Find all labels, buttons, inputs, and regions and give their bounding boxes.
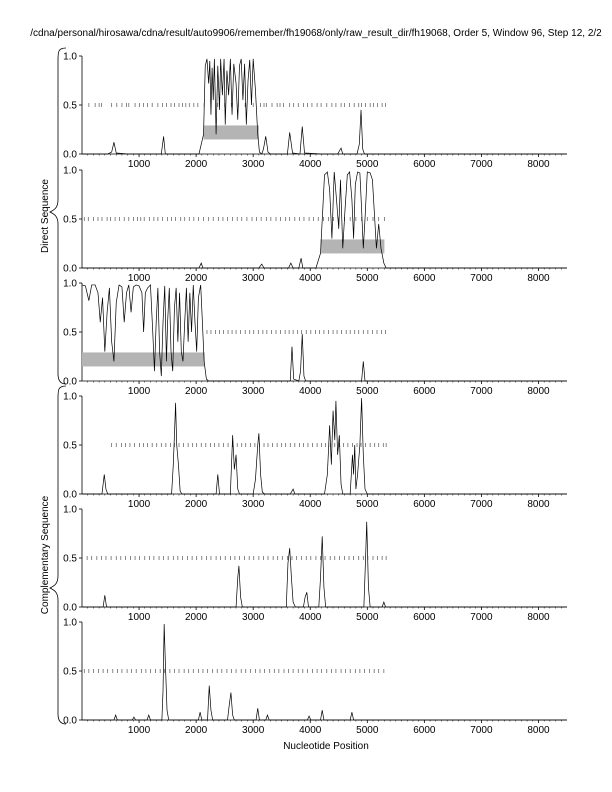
y-tick-label: 0.0: [63, 149, 77, 161]
x-tick-label: 7000: [470, 612, 493, 623]
chart-panel: [63, 52, 567, 171]
x-tick-label: 5000: [356, 159, 379, 170]
x-tick-label: 6000: [413, 273, 436, 284]
y-tick-label: 1.0: [63, 278, 77, 290]
score-line: [82, 59, 567, 154]
y-tick-label: 0.0: [63, 376, 77, 388]
complementary-sequence-label: Complementary Sequence: [40, 495, 51, 615]
x-tick-label: 1000: [127, 499, 151, 510]
x-tick-label: 6000: [413, 386, 436, 397]
x-tick-label: 2000: [184, 159, 208, 170]
y-tick-label: 1.0: [63, 51, 77, 63]
chart-panel: [63, 166, 567, 285]
x-tick-label: 8000: [527, 612, 550, 623]
x-tick-label: 4000: [299, 725, 322, 736]
x-tick-label: 3000: [242, 386, 265, 397]
x-tick-label: 4000: [299, 273, 322, 284]
x-tick-label: 5000: [356, 725, 379, 736]
x-tick-label: 1000: [127, 386, 151, 397]
x-tick-label: 6000: [413, 612, 436, 623]
x-tick-label: 6000: [413, 159, 436, 170]
x-tick-label: 6000: [413, 499, 436, 510]
x-tick-label: 1000: [127, 612, 151, 623]
x-tick-label: 5000: [356, 499, 379, 510]
y-tick-label: 0.5: [63, 440, 77, 452]
score-line: [82, 285, 567, 381]
y-tick-label: 0.5: [63, 553, 77, 565]
x-axis-label: Nucleotide Position: [283, 741, 369, 752]
x-tick-label: 2000: [184, 725, 208, 736]
x-tick-label: 5000: [356, 612, 379, 623]
highlight-bar: [204, 125, 259, 139]
x-tick-label: 1000: [127, 725, 151, 736]
chart-panel: [63, 392, 567, 511]
x-tick-label: 8000: [527, 386, 550, 397]
y-tick-label: 1.0: [63, 617, 77, 629]
y-tick-label: 0.5: [63, 214, 77, 226]
complementary-sequence-group: [40, 386, 66, 724]
highlight-bar: [82, 352, 205, 366]
x-tick-label: 8000: [527, 499, 550, 510]
x-tick-label: 3000: [242, 273, 265, 284]
x-tick-label: 8000: [527, 159, 550, 170]
chart-panel: [63, 505, 567, 624]
x-tick-label: 7000: [470, 273, 493, 284]
direct-sequence-label: Direct Sequence: [40, 179, 51, 253]
x-tick-label: 3000: [242, 725, 265, 736]
x-tick-label: 6000: [413, 725, 436, 736]
y-tick-label: 1.0: [63, 504, 77, 516]
x-tick-label: 2000: [184, 273, 208, 284]
x-tick-label: 4000: [299, 499, 322, 510]
score-line: [82, 624, 567, 720]
x-tick-label: 7000: [470, 386, 493, 397]
figure-title: /cdna/personal/hirosawa/cdna/result/auto9906/remember/fh19068/only/raw_result_dir/fh19068, Order 5, Window 96, Step 12, 2/2: [30, 28, 602, 39]
chart-panel: [63, 279, 567, 398]
y-tick-label: 0.0: [63, 263, 77, 275]
y-tick-label: 0.0: [63, 602, 77, 614]
y-tick-label: 0.0: [63, 489, 77, 501]
direct-sequence-group: [40, 48, 66, 384]
x-tick-label: 7000: [470, 725, 493, 736]
highlight-bar: [321, 239, 385, 253]
y-tick-label: 1.0: [63, 391, 77, 403]
x-tick-label: 3000: [242, 159, 265, 170]
score-line: [82, 172, 567, 268]
x-tick-label: 2000: [184, 386, 208, 397]
x-tick-label: 8000: [527, 725, 550, 736]
y-tick-label: 0.5: [63, 666, 77, 678]
y-tick-label: 0.5: [63, 100, 77, 112]
x-tick-label: 4000: [299, 386, 322, 397]
x-tick-label: 4000: [299, 159, 322, 170]
x-tick-label: 5000: [356, 386, 379, 397]
x-tick-label: 2000: [184, 499, 208, 510]
score-line: [82, 398, 567, 494]
x-tick-label: 7000: [470, 499, 493, 510]
x-tick-label: 8000: [527, 273, 550, 284]
x-tick-label: 5000: [356, 273, 379, 284]
x-tick-label: 1000: [127, 273, 151, 284]
x-tick-label: 3000: [242, 612, 265, 623]
chart-panel: [63, 618, 567, 737]
y-tick-label: 0.5: [63, 327, 77, 339]
x-tick-label: 1000: [127, 159, 151, 170]
score-line: [82, 522, 567, 607]
y-tick-label: 1.0: [63, 165, 77, 177]
x-tick-label: 3000: [242, 499, 265, 510]
x-tick-label: 4000: [299, 612, 322, 623]
x-tick-label: 2000: [184, 612, 208, 623]
y-tick-label: 0.0: [63, 715, 77, 727]
x-tick-label: 7000: [470, 159, 493, 170]
